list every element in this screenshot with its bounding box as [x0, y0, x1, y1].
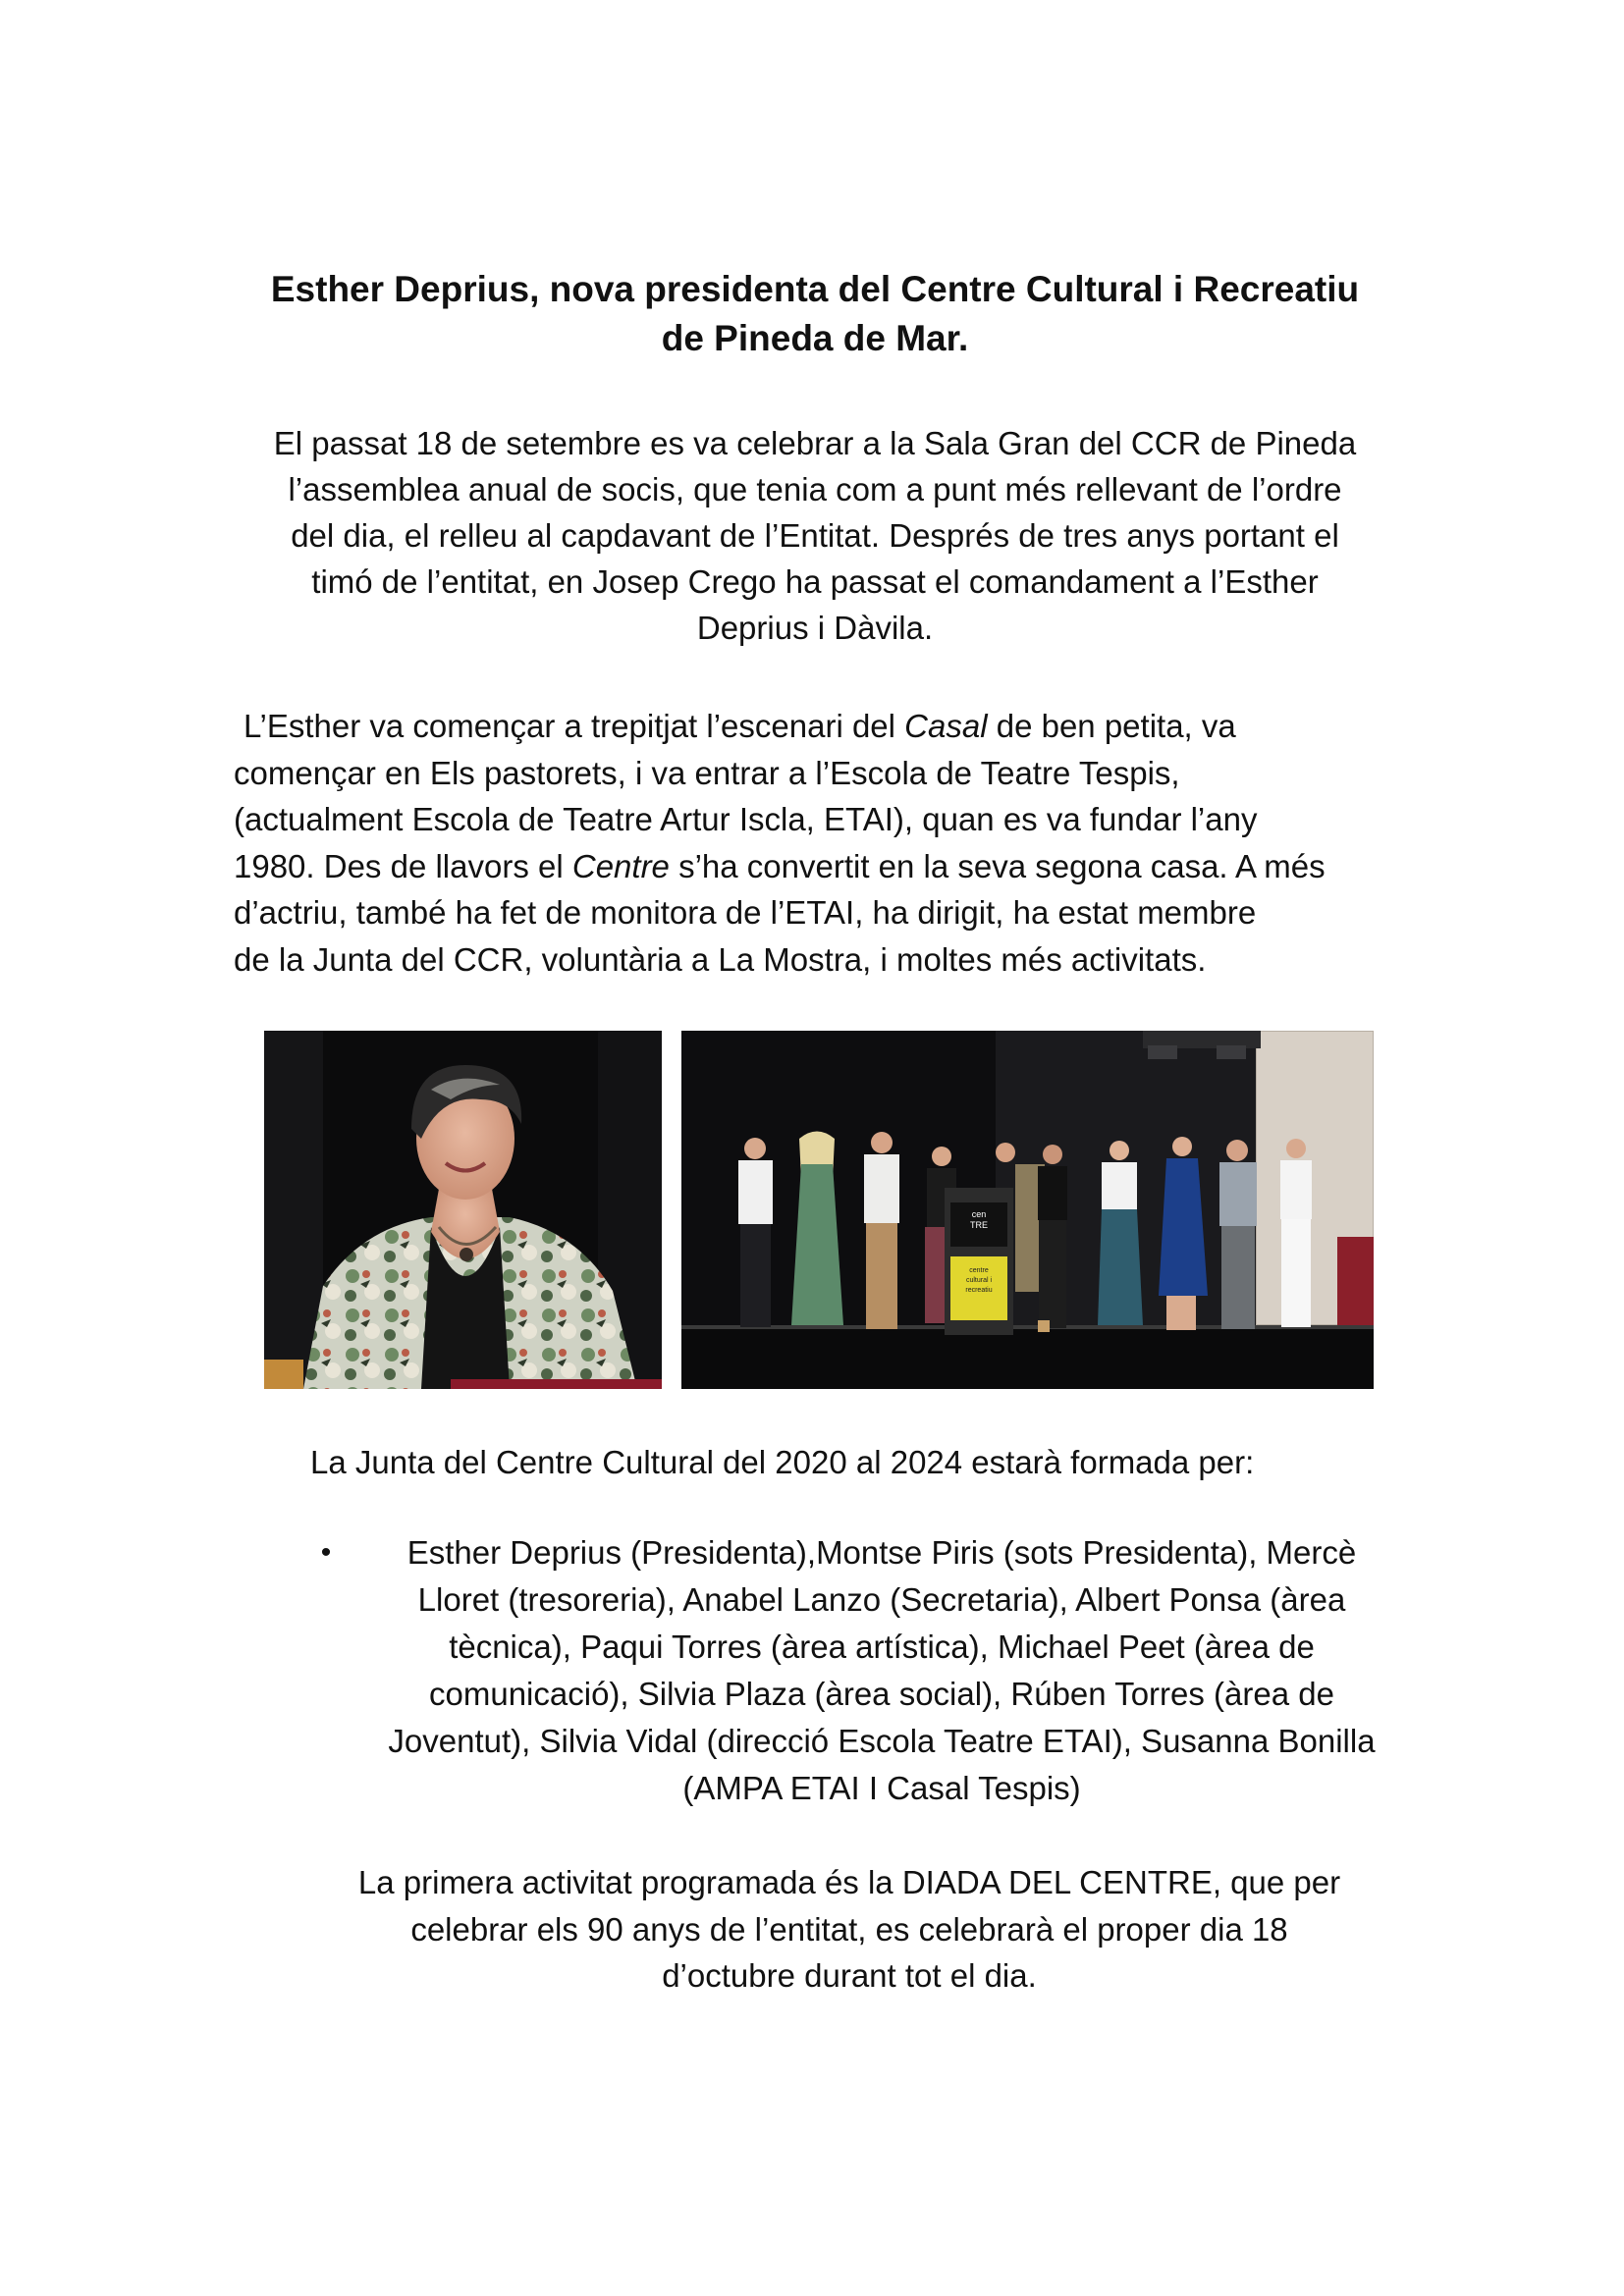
text-line: (actualment Escola de Teatre Artur Iscla, ETAI), quan es va fundar l’any	[234, 801, 1258, 837]
photo-row	[264, 1031, 1374, 1389]
title-line: Esther Deprius, nova presidenta del Centre Cultural i Recreatiu	[270, 269, 1360, 309]
logo-text: recreatiu	[965, 1287, 993, 1294]
closing-paragraph	[324, 1859, 1375, 2000]
text-line: timó de l’entitat, en Josep Crego ha passat el comandament a l’Esther	[311, 563, 1319, 600]
biography-paragraph	[234, 703, 1432, 983]
text-span: de ben petita, va	[987, 708, 1236, 744]
text-line	[234, 703, 1432, 750]
bullet-point: •	[320, 1536, 332, 1569]
text-line: l’assemblea anual de socis, que tenia com a punt més rellevant de l’ordre	[288, 471, 1342, 507]
group-photo	[681, 1031, 1374, 1389]
text-span: s’ha convertit en la seva segona casa. A més	[669, 847, 1326, 884]
text-line: El passat 18 de setembre es va celebrar a la Sala Gran del CCR de Pineda	[273, 425, 1357, 461]
text-line: celebrar els 90 anys de l’entitat, es celebrarà el proper dia 18	[410, 1910, 1288, 1948]
junta-intro: La Junta del Centre Cultural del 2020 al 2024 estarà formada per:	[310, 1444, 1255, 1480]
text-line: d’octubre durant tot el dia.	[662, 1957, 1037, 1994]
text-line: Deprius i Dàvila.	[696, 610, 934, 646]
article-title	[196, 265, 1434, 363]
logo-text: centre	[969, 1267, 989, 1274]
portrait-photo	[264, 1031, 662, 1389]
list-item	[342, 1529, 1422, 1812]
text-line: de la Junta del CCR, voluntària a La Mostra, i moltes més activitats.	[234, 940, 1207, 978]
text-line: Esther Deprius (Presidenta),Montse Piris (sots Presidenta), Mercè	[406, 1534, 1357, 1571]
text-line: (AMPA ETAI I Casal Tespis)	[682, 1770, 1081, 1806]
italic-text: Centre	[571, 847, 670, 884]
text-line	[234, 843, 1432, 890]
text-line: La primera activitat programada és la DIADA DEL CENTRE, que per	[357, 1864, 1341, 1900]
intro-paragraph	[206, 420, 1424, 651]
logo-text: cen	[971, 1209, 987, 1219]
logo-text: cultural i	[965, 1277, 993, 1284]
text-span: 1980. Des de llavors el	[234, 847, 572, 884]
logo-text: TRE	[970, 1220, 988, 1230]
title-line: de Pineda de Mar.	[661, 318, 969, 358]
text-line: Joventut), Silvia Vidal (direcció Escola Teatre ETAI), Susanna Bonilla	[388, 1723, 1376, 1759]
text-line: Lloret (tresoreria), Anabel Lanzo (Secretaria), Albert Ponsa (àrea	[417, 1581, 1346, 1618]
text-line: del dia, el relleu al capdavant de l’Entitat. Després de tres anys portant el	[291, 517, 1339, 554]
text-line: començar en Els pastorets, i va entrar a l’Escola de Teatre Tespis,	[234, 754, 1180, 791]
italic-text: Casal	[904, 708, 988, 744]
text-line: comunicació), Silvia Plaza (àrea social), Rúben Torres (àrea de	[429, 1676, 1334, 1712]
text-line: d’actriu, també ha fet de monitora de l’ETAI, ha dirigit, ha estat membre	[234, 894, 1257, 931]
text-line: tècnica), Paqui Torres (àrea artística), Michael Peet (àrea de	[449, 1629, 1315, 1665]
text-span: L’Esther va començar a trepitjat l’escenari del	[244, 708, 905, 744]
